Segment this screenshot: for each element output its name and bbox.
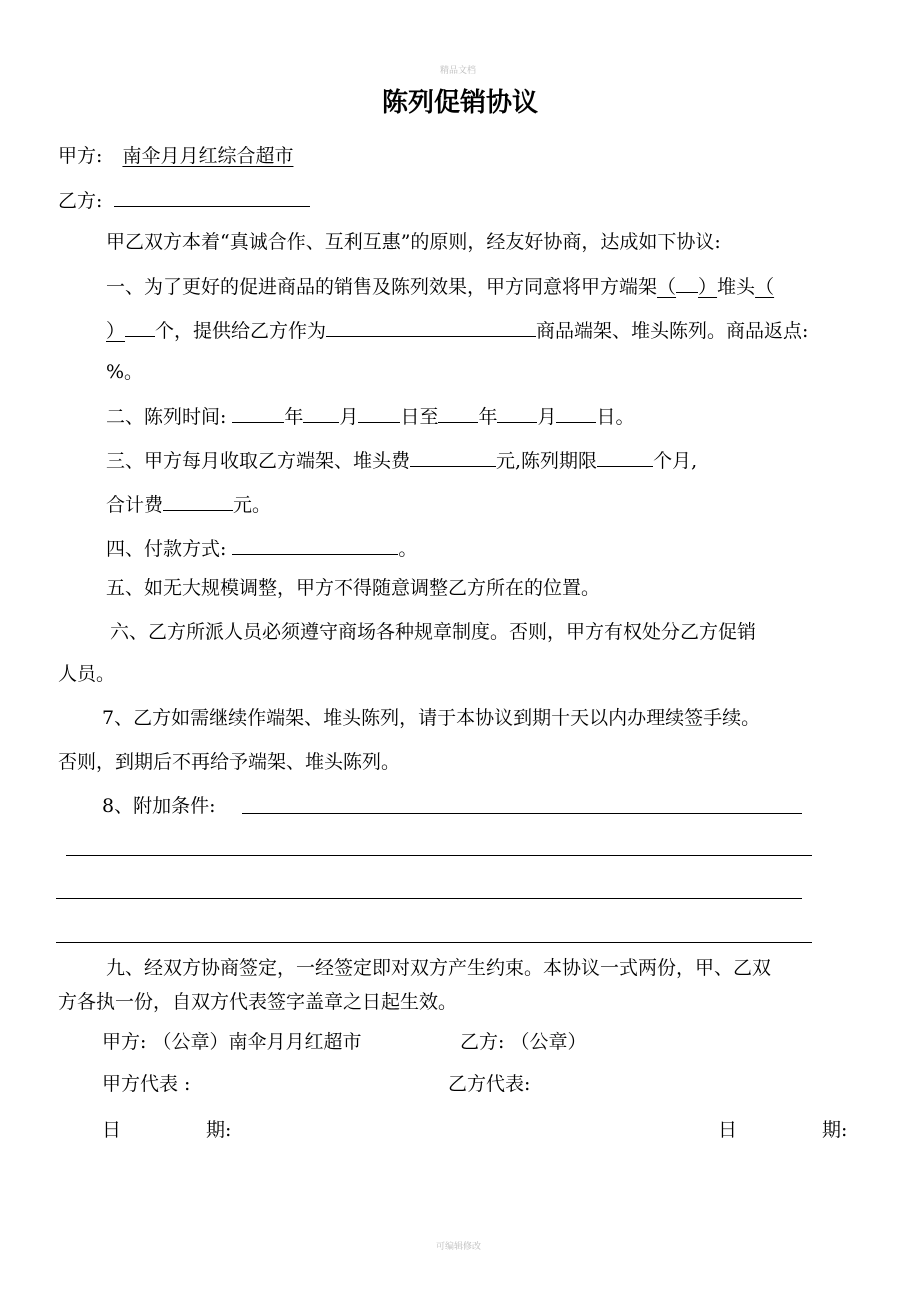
start-year-label: 年: [284, 406, 304, 428]
party-b-label: 乙方:: [58, 190, 103, 212]
stack-count-blank[interactable]: [125, 316, 155, 337]
start-month-blank[interactable]: [303, 402, 339, 423]
intro-paragraph: 甲乙双方本着“真诚合作、互利互惠”的原则，经友好协商，达成如下协议:: [106, 231, 721, 253]
additional-terms-line-4[interactable]: [56, 942, 812, 943]
clause-1-text-a: 一、为了更好的促进商品的销售及陈列效果，甲方同意将甲方端架: [106, 276, 658, 298]
clause-2-prefix: 二、陈列时间:: [106, 406, 227, 428]
additional-terms-line-3[interactable]: [56, 898, 802, 899]
clause-9-line-1: 九、经双方协商签定，一经签定即对双方产生约束。本协议一式两份，甲、乙双: [106, 957, 772, 979]
clause-5: 五、如无大规模调整，甲方不得随意调整乙方所在的位置。: [106, 577, 601, 599]
clause-1-text-b: 堆头: [717, 276, 756, 298]
clause-4-prefix: 四、付款方式:: [106, 538, 227, 560]
clause-1-line-2: [106, 316, 808, 343]
party-a-date-char-1: 日: [102, 1119, 122, 1141]
clause-3-text-e: 元。: [233, 494, 272, 516]
end-shelf-count-open: （: [657, 276, 677, 298]
party-a-seal: 甲方: （公章）南伞月月红超市: [102, 1031, 362, 1053]
clause-7-line-1: 7、乙方如需继续作端架、堆头陈列，请于本协议到期十天以内办理续签手续。: [102, 707, 761, 729]
party-b-name-blank[interactable]: [114, 186, 310, 207]
start-month-label: 月: [339, 406, 359, 428]
end-shelf-count-close: ）: [698, 276, 718, 298]
end-day-blank[interactable]: [556, 402, 596, 423]
footer-watermark: 可编辑修改: [436, 1242, 482, 1252]
start-year-blank[interactable]: [232, 402, 284, 423]
clause-3-text-b: 元,陈列期限: [496, 450, 598, 472]
additional-terms-line-2[interactable]: [66, 855, 812, 856]
clause-2-line: [106, 402, 635, 429]
header-watermark: 精品文档: [440, 66, 477, 76]
clause-8-label: 8、附加条件:: [102, 795, 216, 817]
clause-6-line-2: 人员。: [58, 663, 116, 685]
party-b-line: [58, 186, 310, 213]
additional-terms-line-1[interactable]: [242, 813, 802, 814]
payment-method-blank[interactable]: [232, 534, 398, 555]
party-b-date-char-1: 日: [718, 1119, 738, 1141]
party-b-representative: 乙方代表:: [448, 1073, 531, 1095]
total-fee-blank[interactable]: [163, 490, 233, 511]
clause-6-line-1: 六、乙方所派人员必须遵守商场各种规章制度。否则，甲方有权处分乙方促销: [110, 621, 757, 643]
clause-9-line-2: 方各执一份，自双方代表签字盖章之日起生效。: [58, 991, 458, 1013]
clause-3-line-2: [106, 490, 271, 517]
clause-3-line-1: [106, 446, 697, 473]
clause-1-text-c: 个，提供给乙方作为: [155, 320, 327, 342]
party-a-label: 甲方:: [58, 145, 103, 167]
end-day-label: 日。: [596, 406, 635, 428]
party-b-seal: 乙方: （公章）: [460, 1031, 587, 1053]
start-day-label: 日至: [400, 406, 439, 428]
clause-7-line-2: 否则，到期后不再给予端架、堆头陈列。: [58, 751, 401, 773]
end-shelf-count-blank[interactable]: [676, 272, 698, 293]
end-year-blank[interactable]: [438, 402, 478, 423]
end-month-blank[interactable]: [497, 402, 537, 423]
product-category-blank[interactable]: [326, 316, 536, 337]
clause-4-line: [106, 534, 417, 561]
start-day-blank[interactable]: [358, 402, 400, 423]
end-year-label: 年: [478, 406, 498, 428]
clause-3-text-a: 三、甲方每月收取乙方端架、堆头费: [106, 450, 411, 472]
party-a-date-char-2: 期:: [206, 1119, 232, 1141]
clause-4-suffix: 。: [398, 538, 418, 560]
party-a-line: [58, 144, 293, 168]
monthly-fee-blank[interactable]: [410, 446, 496, 467]
stack-count-open: （: [755, 276, 775, 298]
rebate-percent: %。: [106, 361, 144, 383]
clause-3-text-c: 个月,: [653, 450, 698, 472]
display-period-blank[interactable]: [597, 446, 653, 467]
clause-1-line-1: [106, 272, 774, 299]
clause-1-text-d: 商品端架、堆头陈列。商品返点:: [536, 320, 809, 342]
end-month-label: 月: [537, 406, 557, 428]
clause-3-text-d: 合计费: [106, 494, 164, 516]
party-b-date-char-2: 期:: [822, 1119, 848, 1141]
party-a-representative: 甲方代表 :: [102, 1073, 191, 1095]
document-title: 陈列促销协议: [381, 88, 538, 118]
stack-count-close: ）: [106, 320, 126, 342]
party-a-name: 南伞月月红综合超市: [122, 145, 294, 167]
